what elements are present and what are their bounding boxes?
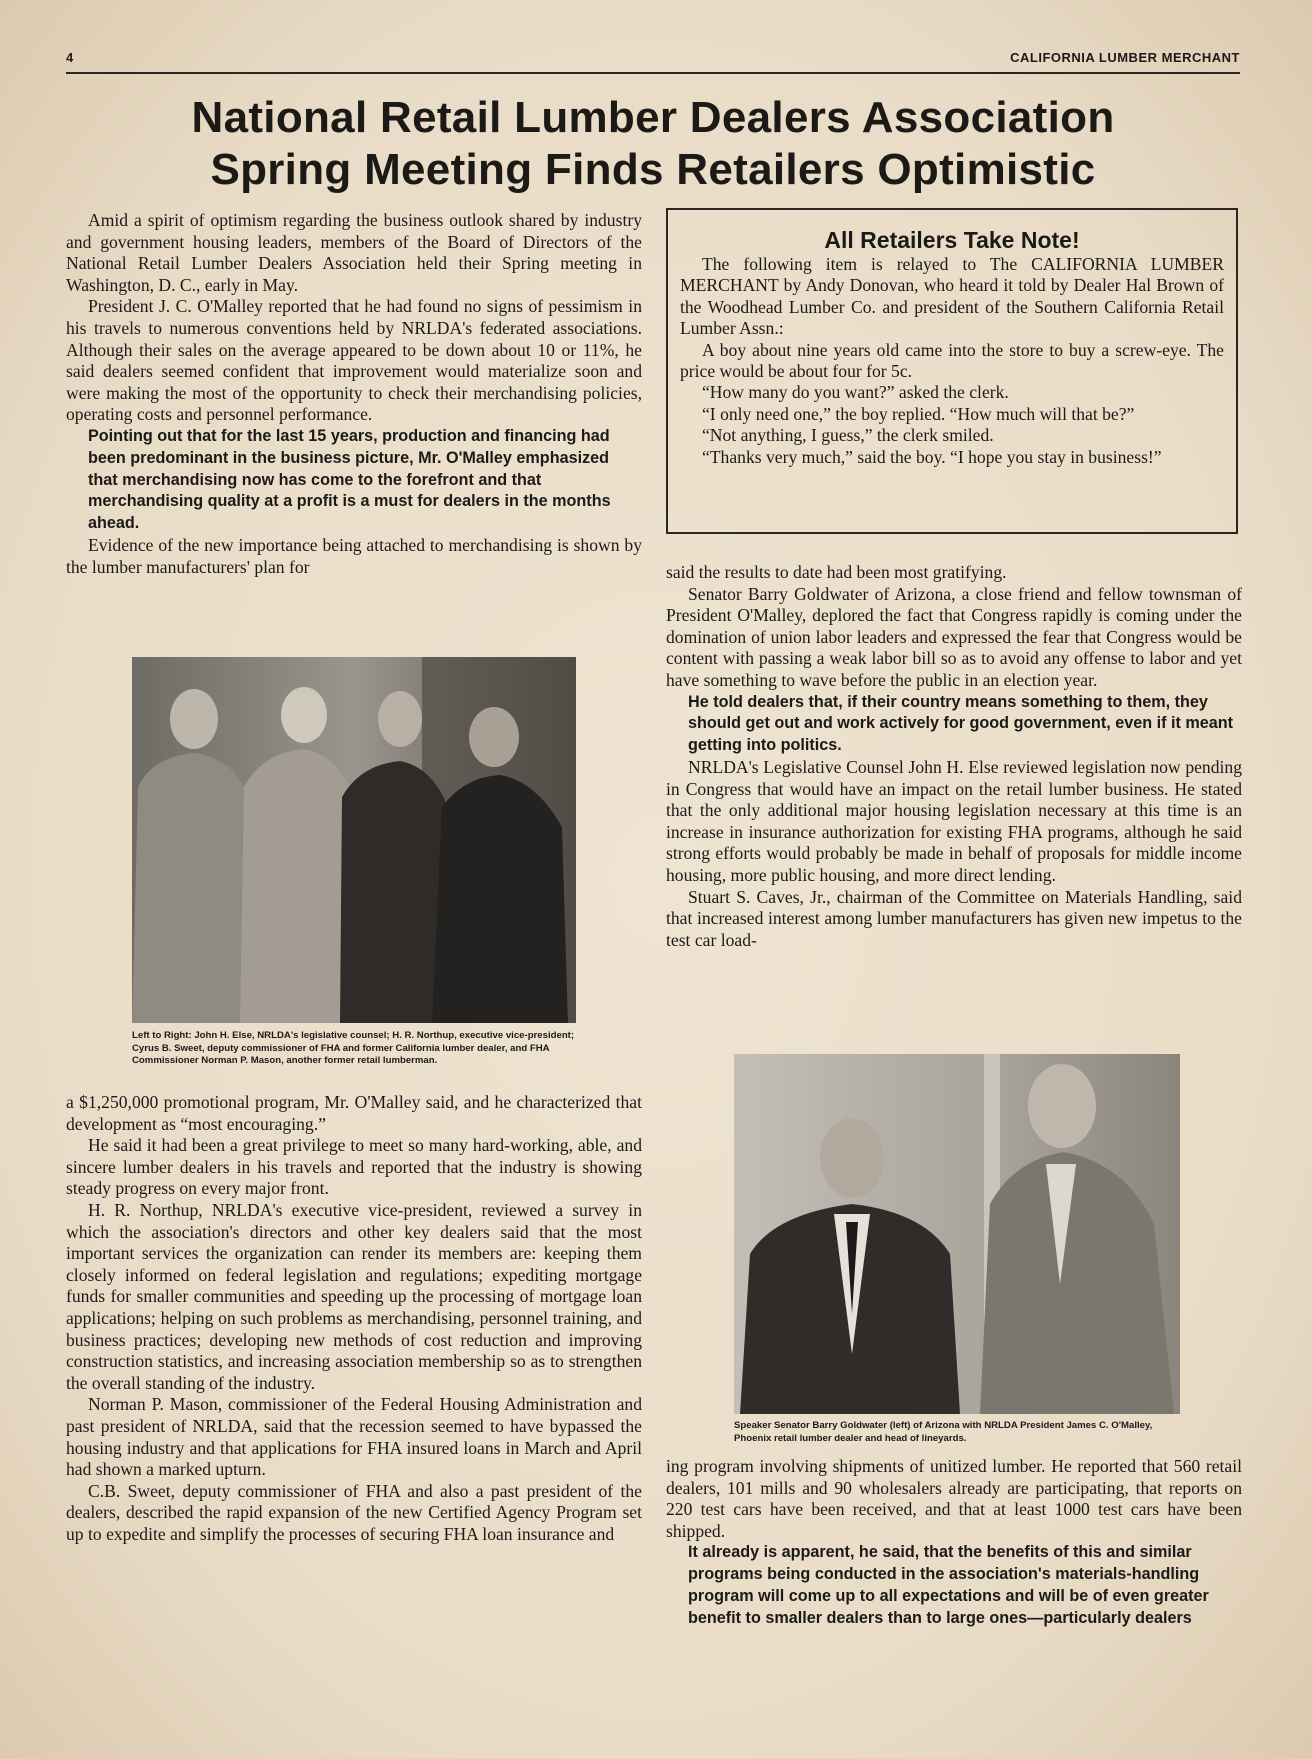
paragraph: C.B. Sweet, deputy commissioner of FHA and also a past president of the dealers, described the rapid expansion of the new Certified Agency Program set up to expedite and simplify the processes of securing FHA loan insurance and <box>66 1480 642 1544</box>
headline-line-1: National Retail Lumber Dealers Association <box>191 93 1115 142</box>
paragraph: Senator Barry Goldwater of Arizona, a close friend and fellow townsman of President O'Malley, deplored the fact that Congress rapidly is coming under the domination of union labor leaders and expressed the fear that Congress would be content with passing a weak labor bill so as to avoid any offense to labor and yet have something to wave before the public in an election year. <box>666 583 1242 690</box>
note-paragraph: “I only need one,” the boy replied. “How much will that be?” <box>702 403 1135 424</box>
note-paragraph: “Thanks very much,” said the boy. “I hope you stay in business!” <box>702 446 1162 467</box>
headline-line-2: Spring Meeting Finds Retailers Optimistic <box>210 145 1096 194</box>
paragraph: He said it had been a great privilege to meet so many hard-working, able, and sincere lumber dealers in his travels and reported that the industry is showing steady progress on every major front. <box>66 1135 642 1199</box>
emphasis-paragraph: It already is apparent, he said, that the benefits of this and similar programs being conducted in the association's materials-handling program will come up to all expectations and will be of even greater benefit to smaller dealers than to large ones—particularly dealers <box>688 1543 1209 1627</box>
note-paragraph: “How many do you want?” asked the clerk. <box>702 382 1009 403</box>
paragraph: President J. C. O'Malley reported that he had found no signs of pessimism in his travels to numerous conventions held by NRLDA's federated associations. Although their sales on the average appeared to be down about 10 or 11%, he said dealers seemed confident that improvement would materialize soon and were making the most of the opportunity to check their merchandising policies, operating costs and personnel performance. <box>66 296 642 425</box>
photo-two-men-illustration <box>734 1054 1180 1414</box>
paragraph: Evidence of the new importance being attached to merchandising is shown by the lumber manufacturers' plan for <box>66 534 642 577</box>
left-column-top <box>66 210 642 578</box>
paragraph: said the results to date had been most gratifying. <box>666 562 1007 582</box>
right-column-top <box>666 562 1242 951</box>
note-paragraph: “Not anything, I guess,” the clerk smiled. <box>702 425 994 446</box>
photo-four-men-illustration <box>132 657 576 1023</box>
paragraph: Norman P. Mason, commissioner of the Federal Housing Administration and past president of NRLDA, said that the recession seemed to have bypassed the housing industry and that applications for FHA insured loans in March and April had shown a marked upturn. <box>66 1394 642 1480</box>
running-header <box>66 44 1240 74</box>
photo-caption: Speaker Senator Barry Goldwater (left) of Arizona with NRLDA President James C. O'Malley, Phoenix retail lumber dealer and head of lineyards. <box>734 1420 1153 1444</box>
photo-goldwater-omalley <box>734 1054 1180 1414</box>
right-column-bottom <box>666 1456 1242 1630</box>
photo-caption: Left to Right: John H. Else, NRLDA's legislative counsel; H. R. Northup, executive vice-president; Cyrus B. Sweet, deputy commissioner of FHA and former California lumber dealer, and FHA Commissioner Norman P. Mason, another former retail lumberman. <box>132 1030 575 1067</box>
note-box-title: All Retailers Take Note! <box>824 227 1080 253</box>
paragraph: Amid a spirit of optimism regarding the business outlook shared by industry and government housing leaders, members of the Board of Directors of the National Retail Lumber Dealers Association held their Spring meeting in Washington, D. C., early in May. <box>66 210 642 295</box>
note-paragraph: A boy about nine years old came into the store to buy a screw-eye. The price would be about four for 5c. <box>680 339 1224 382</box>
paragraph: H. R. Northup, NRLDA's executive vice-president, reviewed a survey in which the association's directors and other key dealers said that the most important services the organization can render its members are: keeping them closely informed on federal legislation and regulations; expediting mortgage funds for smaller communities and speeding up the processing of mortgage loan applications; helping on such problems as merchandising, personnel training, and business practices; developing new methods of cost reduction and improving construction statistics, and increasing association membership so as to strengthen the overall standing of the industry. <box>66 1199 642 1393</box>
paragraph: Stuart S. Caves, Jr., chairman of the Committee on Materials Handling, said that increased interest among lumber manufacturers has given new impetus to the test car load- <box>666 886 1242 950</box>
note-paragraph: The following item is relayed to The CALIFORNIA LUMBER MERCHANT by Andy Donovan, who heard it told by Dealer Hal Brown of the Woodhead Lumber Co. and president of the Southern California Retail Lumber Assn.: <box>680 254 1224 339</box>
photo-four-men <box>132 657 576 1023</box>
paragraph: ing program involving shipments of unitized lumber. He reported that 560 retail dealers, 101 mills and 90 wholesalers already are participating, that reports on 220 test cars have been received, and that at least 1000 test cars have been shipped. <box>666 1456 1242 1541</box>
paragraph: a $1,250,000 promotional program, Mr. O'Malley said, and he characterized that development as “most encouraging.” <box>66 1092 642 1134</box>
emphasis-paragraph: Pointing out that for the last 15 years, production and financing had been predominant in the business picture, Mr. O'Malley emphasized that merchandising now has come to the forefront and that merchandising quality at a profit is a must for dealers in the months ahead. <box>88 426 611 533</box>
note-box <box>666 208 1238 534</box>
left-column-bottom <box>66 1092 642 1545</box>
paragraph: NRLDA's Legislative Counsel John H. Else reviewed legislation now pending in Congress that would have an impact on the retail lumber business. He stated that the only additional major housing legislation necessary at this time is an increase in insurance authorization for existing FHA programs, although he said strong efforts would probably be made in behalf of proposals for middle income housing, more public housing, and more direct lending. <box>666 756 1242 885</box>
emphasis-paragraph: He told dealers that, if their country means something to them, they should get out and work actively for good government, even if it meant getting into politics. <box>688 692 1234 755</box>
page-number: 4 <box>66 50 74 65</box>
publication-name: CALIFORNIA LUMBER MERCHANT <box>1010 50 1240 65</box>
article-headline <box>66 92 1240 196</box>
